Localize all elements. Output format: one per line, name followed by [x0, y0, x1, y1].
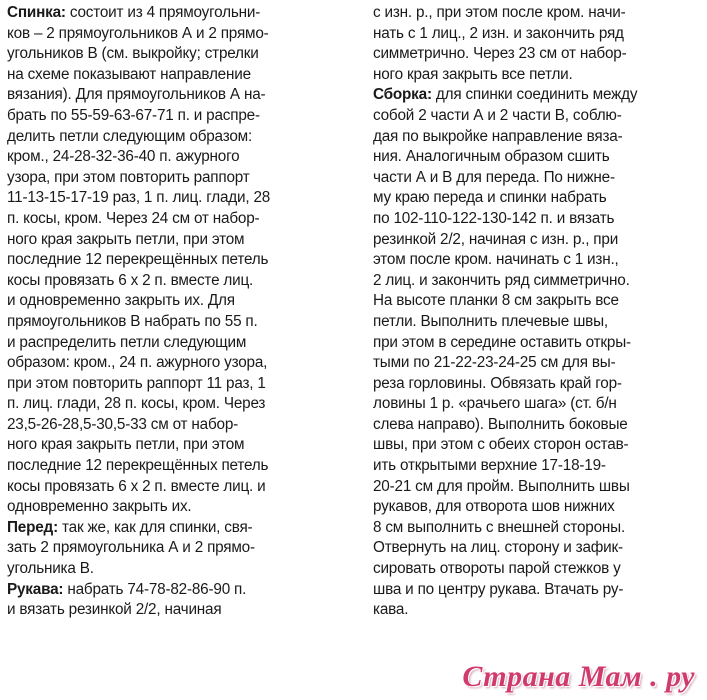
- line-text: на схеме показывают направление: [7, 65, 251, 83]
- text-line: [7, 600, 350, 621]
- text-line: [7, 127, 350, 148]
- text-line: [7, 230, 350, 251]
- text-line: [373, 65, 693, 86]
- text-line: [373, 188, 693, 209]
- text-line: [373, 518, 693, 539]
- line-text: при этом повторить раппорт 11 раз, 1: [7, 374, 266, 392]
- line-text: 11-13-15-17-19 раз, 1 п. лиц. глади, 28: [7, 189, 271, 207]
- text-line: [373, 559, 693, 580]
- line-text: тыми по 21-22-23-24-25 см для вы-: [373, 354, 616, 372]
- text-line: [7, 559, 350, 580]
- text-line: [7, 415, 350, 436]
- text-line: [373, 415, 693, 436]
- line-text: по 102-110-122-130-142 п. и вязать: [373, 209, 615, 227]
- text-line: [7, 497, 350, 518]
- text-line: [373, 374, 693, 395]
- text-line: [7, 3, 350, 24]
- line-text: шва и по центру рукава. Втачать ру-: [373, 580, 624, 598]
- line-text: собой 2 части А и 2 части В, соблю-: [373, 106, 622, 124]
- text-line: [7, 168, 350, 189]
- text-line: [373, 85, 693, 106]
- line-text: косы провязать 6 х 2 п. вместе лиц.: [7, 271, 254, 289]
- text-line: [373, 271, 693, 292]
- line-text: так же, как для спинки, свя-: [57, 518, 253, 536]
- text-line: [373, 147, 693, 168]
- text-line: [373, 44, 693, 65]
- text-line: [7, 85, 350, 106]
- text-line: [7, 580, 350, 601]
- right-column: [373, 3, 693, 621]
- site-watermark: Страна Мам . ру: [462, 660, 695, 693]
- text-line: [7, 188, 350, 209]
- text-line: [7, 250, 350, 271]
- line-text: последние 12 перекрещённых петель: [7, 251, 269, 269]
- text-line: [7, 477, 350, 498]
- line-text: с изн. р., при этом после кром. начи-: [373, 4, 626, 21]
- text-line: [7, 435, 350, 456]
- line-text: 20-21 см для пройм. Выполнить швы: [373, 477, 630, 495]
- line-text: нать с 1 лиц., 2 изн. и закончить ряд: [373, 24, 624, 42]
- text-line: [7, 538, 350, 559]
- text-line: [7, 65, 350, 86]
- text-line: [373, 291, 693, 312]
- line-text: слева направо). Выполнить боковые: [373, 415, 628, 433]
- line-text: кава.: [373, 601, 409, 619]
- line-text: и вязать резинкой 2/2, начиная: [7, 601, 222, 619]
- section-heading: Рукава:: [7, 580, 64, 598]
- text-line: [373, 456, 693, 477]
- line-text: 2 лиц. и закончить ряд симметрично.: [373, 271, 630, 289]
- text-line: [373, 127, 693, 148]
- line-text: реза горловины. Обвязать край гор-: [373, 374, 622, 392]
- text-line: [7, 291, 350, 312]
- text-line: [373, 333, 693, 354]
- line-text: этом после кром. начинать с 1 изн.,: [373, 251, 619, 269]
- text-line: [373, 230, 693, 251]
- text-line: [7, 374, 350, 395]
- line-text: п. косы, кром. Через 24 см от набор-: [7, 209, 260, 227]
- text-line: [373, 497, 693, 518]
- text-line: [7, 147, 350, 168]
- text-line: [7, 394, 350, 415]
- line-text: одновременно закрыть их.: [7, 498, 192, 516]
- line-text: швы, при этом с обеих сторон остав-: [373, 436, 629, 454]
- line-text: набрать 74-78-82-86-90 п.: [63, 580, 247, 598]
- line-text: вязания). Для прямоугольников А на-: [7, 86, 266, 104]
- text-line: [7, 333, 350, 354]
- text-line: [7, 44, 350, 65]
- text-line: [373, 600, 693, 621]
- line-text: делить петли следующим образом:: [7, 127, 253, 145]
- line-text: узора, при этом повторить раппорт: [7, 168, 250, 186]
- line-text: и распределить петли следующим: [7, 333, 247, 351]
- line-text: ния. Аналогичным образом сшить: [373, 148, 610, 166]
- left-column: [7, 3, 350, 621]
- line-text: На высоте планки 8 см закрыть все: [373, 292, 619, 310]
- line-text: для спинки соединить между: [431, 86, 638, 104]
- text-line: [373, 106, 693, 127]
- line-text: состоит из 4 прямоугольни-: [65, 4, 261, 21]
- line-text: Отвернуть на лиц. сторону и зафик-: [373, 539, 623, 557]
- line-text: угольника В.: [7, 560, 94, 578]
- line-text: последние 12 перекрещённых петель: [7, 457, 269, 475]
- line-text: образом: кром., 24 п. ажурного узора,: [7, 354, 268, 372]
- text-line: [373, 24, 693, 45]
- text-line: [373, 435, 693, 456]
- line-text: п. лиц. глади, 28 п. косы, кром. Через: [7, 395, 266, 413]
- line-text: косы провязать 6 х 2 п. вместе лиц. и: [7, 477, 266, 495]
- line-text: и одновременно закрыть их. Для: [7, 292, 235, 310]
- text-line: [373, 168, 693, 189]
- line-text: брать по 55-59-63-67-71 п. и распре-: [7, 106, 260, 124]
- text-line: [373, 538, 693, 559]
- text-line: [7, 106, 350, 127]
- line-text: ков – 2 прямоугольников А и 2 прямо-: [7, 24, 269, 42]
- text-line: [373, 394, 693, 415]
- section-heading: Перед:: [7, 518, 58, 536]
- text-line: [7, 271, 350, 292]
- line-text: 23,5-26-28,5-30,5-33 см от набор-: [7, 415, 239, 433]
- text-line: [7, 209, 350, 230]
- text-line: [373, 3, 693, 24]
- section-heading: Спинка:: [7, 4, 66, 21]
- text-line: [373, 477, 693, 498]
- line-text: угольников В (см. выкройку; стрелки: [7, 45, 259, 63]
- line-text: 8 см выполнить с внешней стороны.: [373, 518, 625, 536]
- text-line: [373, 353, 693, 374]
- section-heading: Сборка:: [373, 86, 432, 104]
- line-text: ить открытыми верхние 17-18-19-: [373, 457, 606, 475]
- line-text: части А и В для переда. По нижне-: [373, 168, 615, 186]
- line-text: ловины 1 р. «рачьего шага» (ст. б/н: [373, 395, 617, 413]
- line-text: му краю переда и спинки набрать: [373, 189, 607, 207]
- line-text: ного края закрыть все петли.: [373, 65, 573, 83]
- line-text: дая по выкройке направление вяза-: [373, 127, 623, 145]
- text-line: [7, 456, 350, 477]
- text-line: [7, 518, 350, 539]
- text-line: [373, 250, 693, 271]
- text-line: [7, 353, 350, 374]
- line-text: симметрично. Через 23 см от набор-: [373, 45, 627, 63]
- line-text: рукавов, для отворота шов нижних: [373, 498, 615, 516]
- line-text: петли. Выполнить плечевые швы,: [373, 312, 608, 330]
- line-text: сировать отвороты парой стежков у: [373, 560, 621, 578]
- line-text: прямоугольников В набрать по 55 п.: [7, 312, 258, 330]
- text-line: [7, 24, 350, 45]
- line-text: зать 2 прямоугольника А и 2 прямо-: [7, 539, 255, 557]
- line-text: ного края закрыть петли, при этом: [7, 436, 245, 454]
- line-text: ного края закрыть петли, при этом: [7, 230, 245, 248]
- text-line: [373, 580, 693, 601]
- text-line: [7, 312, 350, 333]
- text-line: [373, 209, 693, 230]
- line-text: резинкой 2/2, начиная с изн. р., при: [373, 230, 619, 248]
- text-line: [373, 312, 693, 333]
- line-text: кром., 24-28-32-36-40 п. ажурного: [7, 148, 240, 166]
- line-text: при этом в середине оставить откры-: [373, 333, 631, 351]
